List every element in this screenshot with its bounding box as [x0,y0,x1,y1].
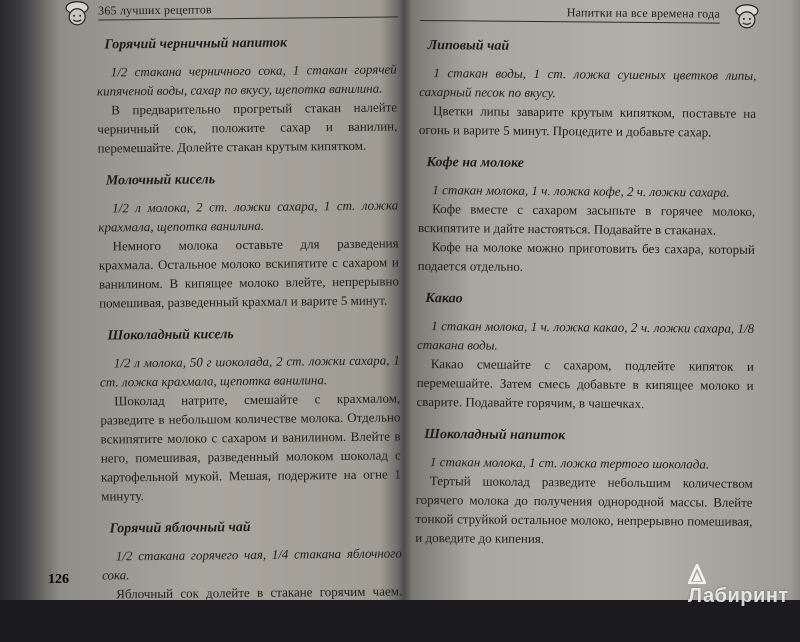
recipe-title: Горячий черничный напиток [104,35,288,53]
right-page [415,0,765,603]
recipe-note: Кофе на молоке можно приготовить без сахара, который подается отдельно. [417,239,755,274]
running-head-text: 365 лучших рецептов [98,2,212,18]
recipe-block [416,291,754,414]
recipe-instructions: В предварительно прогретый стакан налейте черничный сок, положите сахар и ванилин, перемешайте. Долейте стакан крутым кипятком. [97,99,398,156]
recipe-title: Шоколадный кисель [107,327,234,344]
page-number: 126 [48,572,69,587]
recipe-title: Шоколадный напиток [424,427,566,444]
recipe-block [96,34,397,157]
recipe-block [101,518,402,641]
recipe-instructions: Цветки липы заварите крутым кипятком, поставьте на огонь и варите 5 минут. Процедите и добавьте сахар. [418,103,757,140]
recipe-block [415,427,753,550]
recipe-ingredients: 1 стакан молока, 1 ч. ложка кофе, 2 ч. ложки сахара. [432,182,730,200]
recipe-instructions: Немного молока оставьте для разведения крахмала. Остальное молоко вскипятите с сахаром и ванилином. В кипящее молоко влейте, непрерывно помешивая, разведенный крахмал и варите 5 минут. [98,235,400,311]
labirint-logo-icon [688,564,706,584]
left-page-content [96,34,402,641]
watermark-text: Лабиринт [688,585,789,607]
recipe-instructions: Кофе вместе с сахаром засыпьте в горячее молоко, вскипятите и дайте настояться. Подавайте в стаканах. [417,201,756,238]
recipe-title: Какао [425,291,463,307]
recipe-title: Молочный кисель [105,172,216,189]
recipe-instructions: Какао смешайте с сахаром, подлейте кипяток и перемешайте. Затем смесь добавьте в кипящее молоко и сварите. Подавайте горячим, в чашечках. [416,356,754,411]
recipe-ingredients: 1/2 стакана черничного сока, 1 стакан горячей кипяченой воды, сахар по вкусу, щепотка ванилина. [96,61,397,99]
right-page-content [415,38,756,550]
recipe-ingredients: 1 стакан молока, 1 ст. ложка тертого шоколада. [429,454,710,472]
recipe-ingredients: 1/2 л молока, 50 г шоколада, 2 ст. ложки сахара, 1 ст. ложка крахмала, щепотка ванилина. [99,352,400,390]
left-page [56,0,403,640]
running-head-left [98,0,398,20]
recipe-block [98,170,399,312]
running-head-right [420,4,720,24]
recipe-instructions: Тертый шоколад разведите небольшим количеством горячего молока до получения однородной массы. Влейте тонкой струйкой остальное молоко, непрерывно помешивая, и доведите до кипения. [415,473,753,547]
recipe-title: Кофе на молоке [426,155,524,171]
recipe-ingredients: 1/2 стакана горячего чая, 1/4 стакана яблочного сока. [101,545,402,583]
recipe-ingredients: 1 стакан воды, 1 ст. ложка сушеных цветков липы, сахарный песок по вкусу. [419,65,757,101]
recipe-title: Горячий яблочный чай [109,519,251,537]
labirint-watermark [688,562,800,608]
chef-logo-icon [732,3,762,31]
recipe-block [99,325,401,505]
recipe-instructions: Яблочный сок долейте в стакане горячим чаем. Замените яблочный сок ананасовым, абрикосовым, апельсиновым — и получите чай другого вкуса. [102,583,403,640]
recipe-title: Липовый чай [427,38,510,54]
recipe-instructions: Шоколад натрите, смешайте с крахмалом, разведите в небольшом количестве молока. Отдельно вскипятите молоко с сахаром и ванилином. Влейте в него, помешивая, разведенный молоком шоколад с картофельной мукой. Мешая, подержите на огне 1 минуту. [100,390,402,504]
running-head-text: Напитки на все времена года [566,5,720,21]
recipe-block [419,38,757,142]
chef-logo-icon [62,0,92,28]
recipe-ingredients: 1/2 л молока, 2 ст. ложки сахара, 1 ст. ложка крахмала, щепотка ванилина. [98,197,399,235]
recipe-ingredients: 1 стакан молока, 1 ч. ложка какао, 2 ч. ложки сахара, 1/8 стакана воды. [416,318,755,353]
recipe-block [418,155,756,278]
